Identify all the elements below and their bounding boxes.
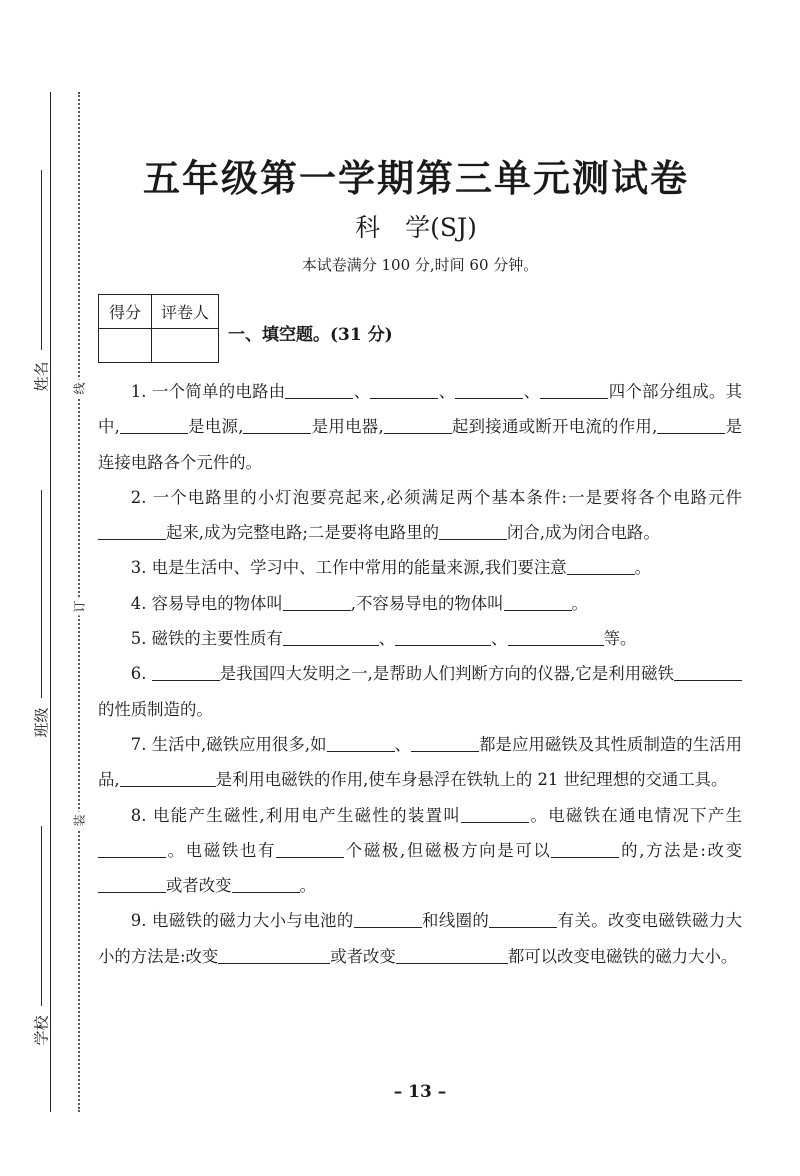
answer-blank[interactable]: [461, 805, 529, 822]
name-label: 姓名: [32, 361, 51, 392]
answer-blank[interactable]: [354, 911, 422, 928]
question-6: 6. 是我国四大发明之一,是帮助人们判断方向的仪器,它是利用磁铁的性质制造的。: [98, 656, 742, 727]
answer-blank[interactable]: [283, 629, 379, 646]
school-field[interactable]: [41, 826, 42, 1006]
answer-blank[interactable]: [98, 876, 166, 893]
cut-word-zhuang: 装: [71, 812, 88, 830]
class-field[interactable]: [41, 490, 42, 698]
answer-blank[interactable]: [657, 417, 725, 434]
question-3: 3. 电是生活中、学习中、工作中常用的能量来源,我们要注意 。: [130, 558, 652, 578]
page-title: 五年级第一学期第三单元测试卷: [143, 156, 689, 200]
question-8: 8. 电能产生磁性,利用电产生磁性的装置叫 。电磁铁在通电情况下产生。电磁铁也有 个磁极,但磁极方向是可以 的,方法是:改变或者改变 。: [98, 798, 742, 904]
answer-blank[interactable]: [455, 382, 523, 399]
answer-blank[interactable]: [98, 523, 166, 540]
subject-subtitle: 科 学(SJ): [355, 213, 477, 242]
exam-note: 本试卷满分 100 分,时间 60 分钟。: [301, 256, 539, 274]
answer-blank[interactable]: [327, 735, 395, 752]
question-5: 5. 磁铁的主要性质有 、 、 等。: [130, 629, 637, 649]
cut-word-ding: 订: [71, 598, 88, 616]
question-2: 2. 一个电路里的小灯泡要亮起来,必须满足两个基本条件:一是要将各个电路元件起来,成为完整电路;二是要将电路里的 闭合,成为闭合电路。: [98, 480, 742, 551]
grader-cell[interactable]: [152, 329, 219, 363]
page-number: – 13 –: [393, 1082, 447, 1102]
school-label: 学校: [32, 1015, 51, 1046]
answer-blank[interactable]: [439, 523, 507, 540]
answer-blank[interactable]: [152, 664, 220, 681]
answer-blank[interactable]: [98, 840, 166, 857]
answer-blank[interactable]: [218, 946, 330, 963]
answer-blank[interactable]: [384, 417, 452, 434]
cut-word-xian: 线: [71, 380, 88, 398]
score-table: [98, 294, 219, 363]
question-9: 9. 电磁铁的磁力大小与电池的 和线圈的 有关。改变电磁铁磁力大小的方法是:改变 或者改变 都可以改变电磁铁的磁力大小。: [98, 911, 743, 966]
answer-blank[interactable]: [674, 664, 742, 681]
answer-blank[interactable]: [411, 735, 479, 752]
section-title: 一、填空题。(31 分): [228, 325, 393, 345]
answer-blank[interactable]: [540, 382, 608, 399]
answer-blank[interactable]: [370, 382, 438, 399]
question-7: 7. 生活中,磁铁应用很多,如 、 都是应用磁铁及其性质制造的生活用品, 是利用电磁铁的作用,使车身悬浮在铁轨上的 21 世纪理想的交通工具。: [98, 734, 743, 790]
question-list: [98, 374, 742, 974]
answer-blank[interactable]: [283, 593, 351, 610]
answer-blank[interactable]: [567, 558, 635, 575]
answer-blank[interactable]: [120, 770, 216, 787]
answer-blank[interactable]: [232, 876, 300, 893]
answer-blank[interactable]: [508, 629, 604, 646]
answer-blank[interactable]: [489, 911, 557, 928]
question-1: 1. 一个简单的电路由 、 、 、 四个部分组成。其中, 是电源, 是用电器, 起到接通或断开电流的作用, 是连接电路各个元件的。: [98, 382, 743, 472]
answer-blank[interactable]: [395, 629, 491, 646]
class-label: 班级: [32, 707, 51, 738]
answer-blank[interactable]: [243, 417, 311, 434]
grader-header: 评卷人: [152, 295, 219, 329]
score-cell[interactable]: [99, 329, 152, 363]
answer-blank[interactable]: [551, 840, 619, 857]
binding-border: [50, 92, 51, 1112]
answer-blank[interactable]: [504, 593, 572, 610]
answer-blank[interactable]: [276, 840, 344, 857]
answer-blank[interactable]: [285, 382, 353, 399]
answer-blank[interactable]: [120, 417, 188, 434]
score-header: 得分: [99, 295, 152, 329]
answer-blank[interactable]: [396, 946, 508, 963]
question-4: 4. 容易导电的物体叫 ,不容易导电的物体叫 。: [130, 593, 588, 613]
